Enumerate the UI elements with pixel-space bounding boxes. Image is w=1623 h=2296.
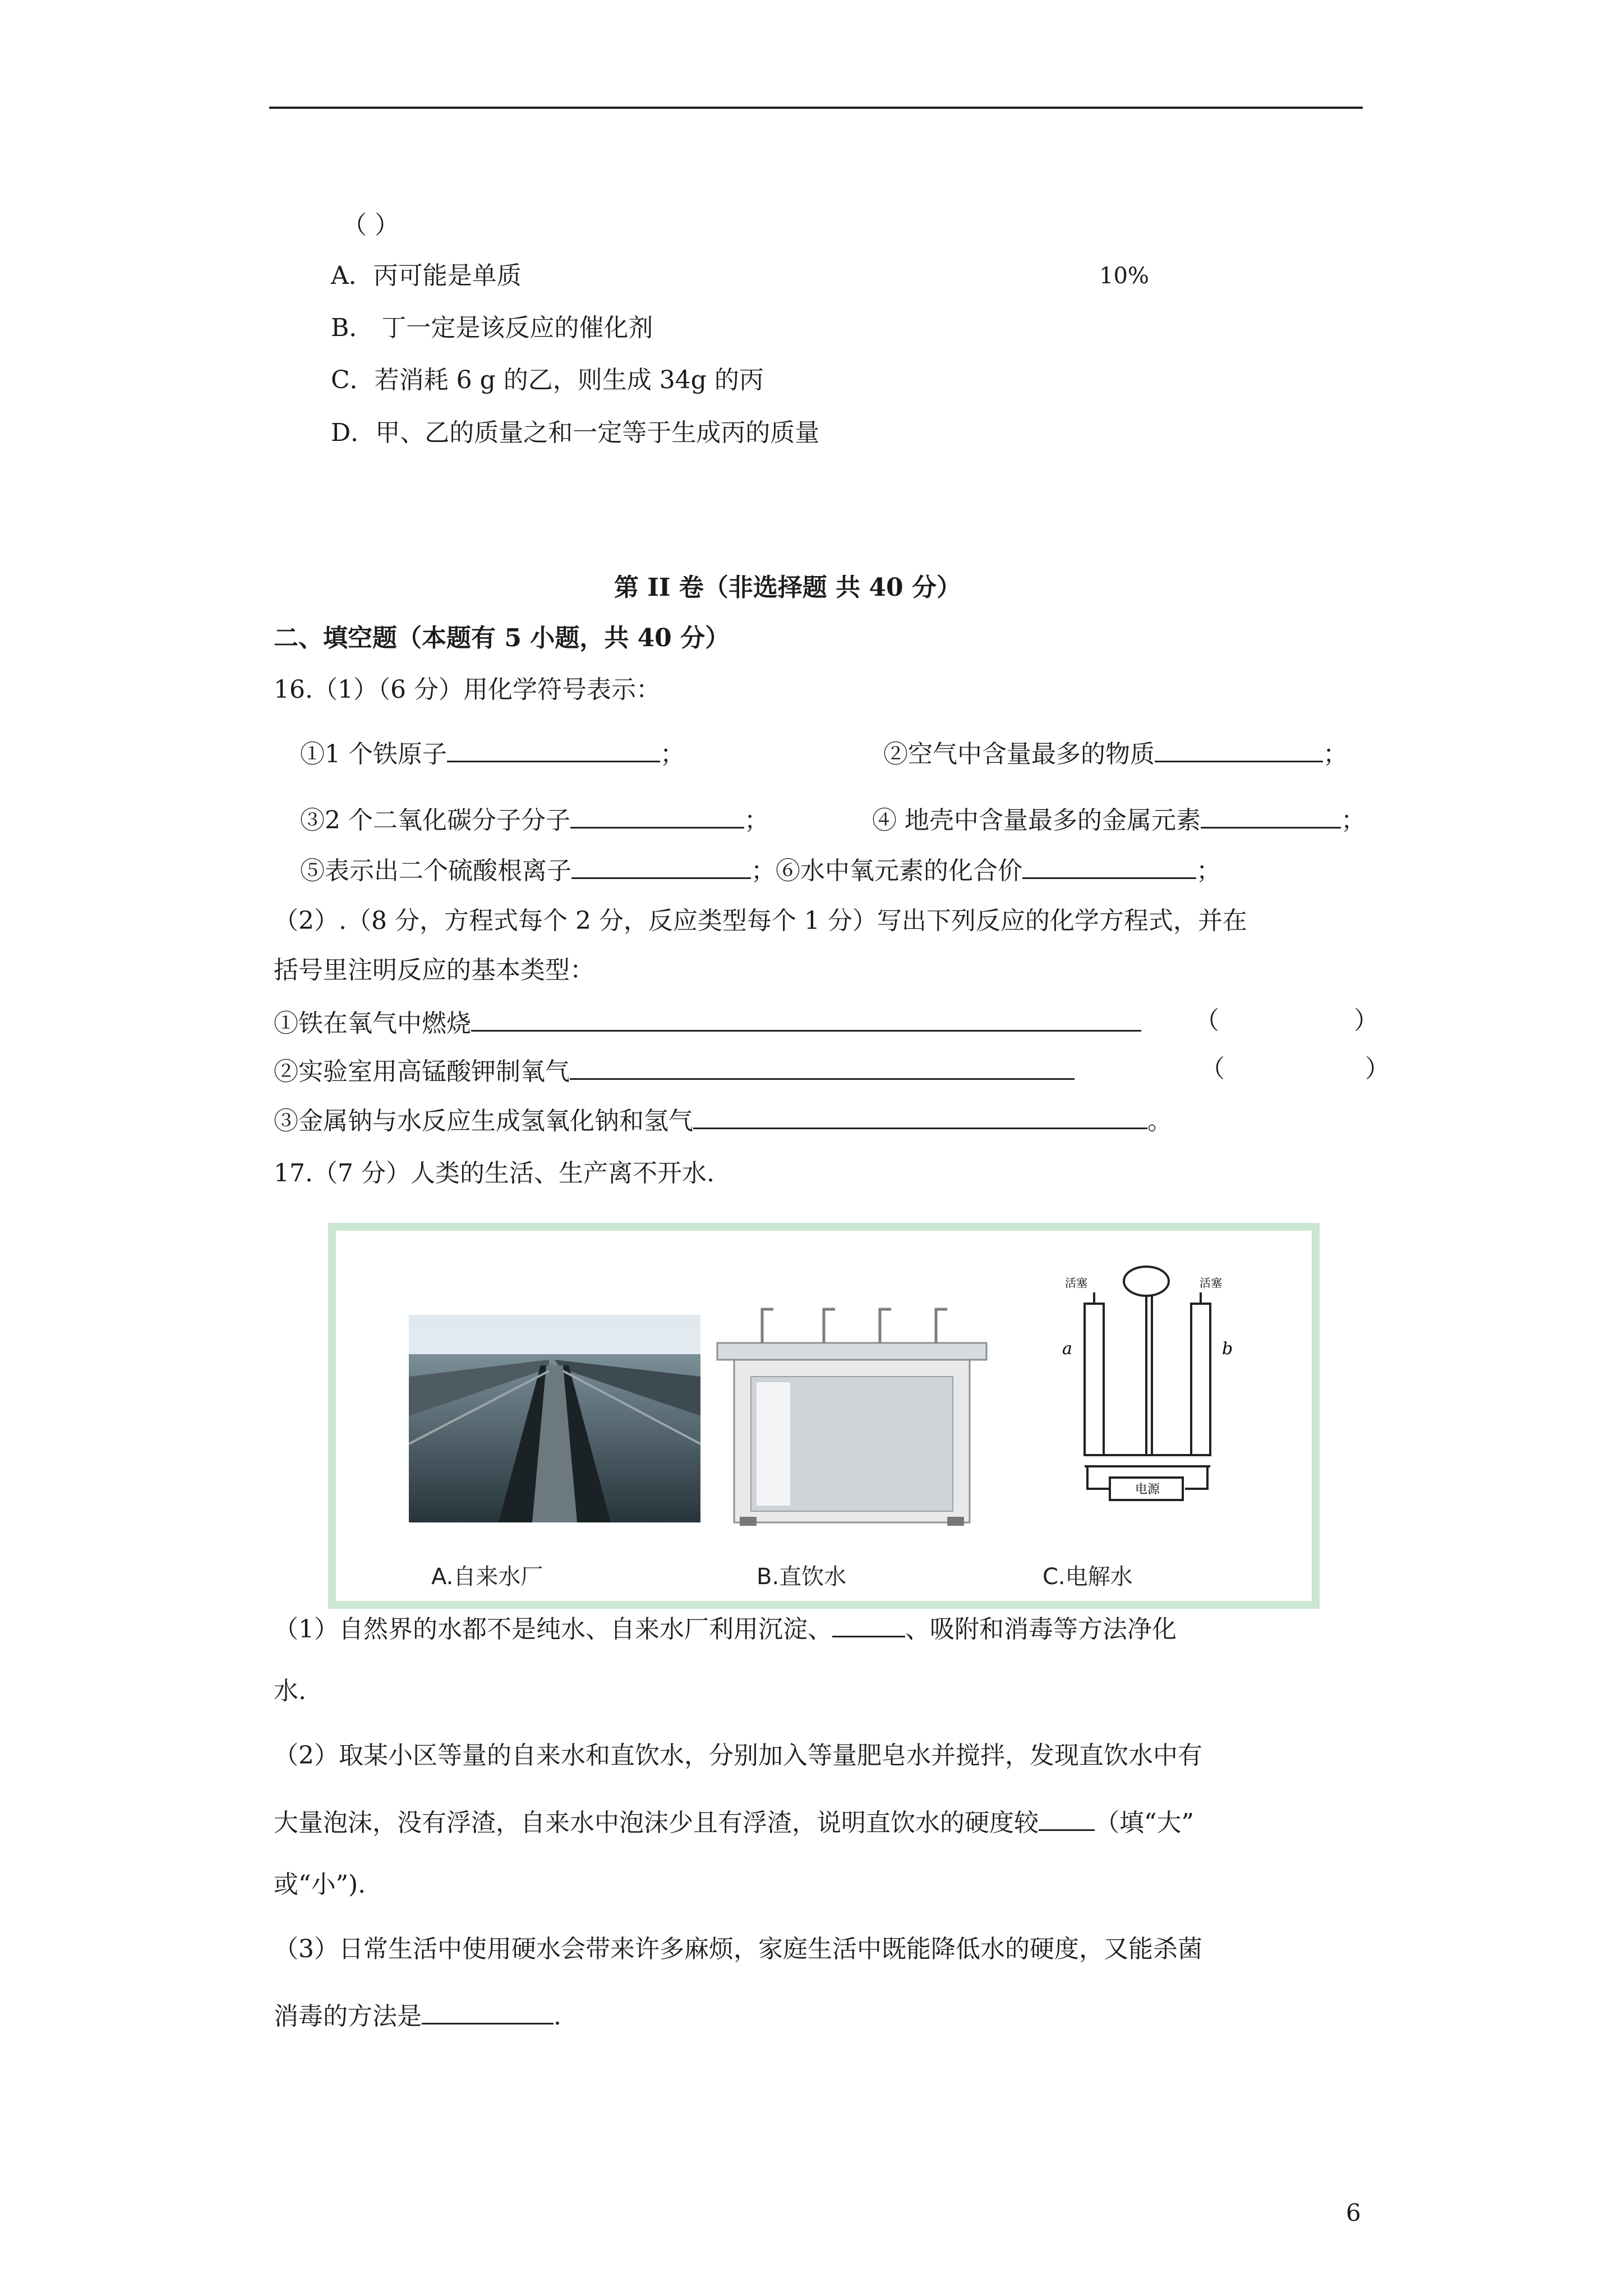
- option-d: D．甲、乙的质量之和一定等于生成丙的质量: [331, 418, 820, 447]
- right-paren: ）: [1365, 1055, 1390, 1083]
- q17-sub2-text: 大量泡沫，没有浮渣，自来水中泡沫少且有浮渣，说明直饮水的硬度较: [274, 1809, 1039, 1837]
- reaction-1: [274, 1004, 1141, 1041]
- electrolysis-apparatus-diagram: [1009, 1253, 1278, 1534]
- caption-c: C.电解水: [1043, 1564, 1133, 1590]
- q16-item-2-label: ②空气中含量最多的物质: [883, 740, 1155, 769]
- q16-item-2: [883, 735, 1348, 771]
- period: 。: [1147, 1107, 1172, 1135]
- q16-item-4-label: ④ 地壳中含量最多的金属元素: [872, 806, 1201, 835]
- section-title: 第 II 卷（非选择题 共 40 分）: [614, 573, 961, 602]
- q16-part2-intro: （2）.（8 分，方程式每个 2 分，反应类型每个 1 分）写出下列反应的化学方程式，并在: [274, 907, 1247, 935]
- tube-a-label: a: [1062, 1339, 1072, 1359]
- water-figure: [328, 1223, 1320, 1609]
- q17-sub1: [274, 1610, 1177, 1646]
- answer-blank[interactable]: [1155, 735, 1323, 762]
- q17-sub3-text: 消毒的方法是: [274, 2002, 422, 2031]
- q16-part2-instruction: 括号里注明反应的基本类型：: [274, 956, 594, 984]
- q16-item-6-label: ；⑥水中氧元素的化合价: [751, 857, 1022, 885]
- semicolon: ；: [1323, 740, 1348, 769]
- semicolon: ；: [1196, 857, 1221, 885]
- q16-intro: 16.（1）（6 分）用化学符号表示：: [274, 675, 661, 704]
- q16-item-5: [300, 852, 1221, 888]
- option-a: A．丙可能是单质: [331, 261, 522, 290]
- drinking-fountain-illustration: [712, 1281, 992, 1528]
- reaction-1-type[interactable]: [1195, 1004, 1378, 1038]
- answer-paren: （ ）: [342, 211, 399, 240]
- q16-item-5-label: ⑤表示出二个硫酸根离子: [300, 857, 571, 885]
- answer-blank[interactable]: [1201, 801, 1341, 829]
- semicolon: ；: [1341, 806, 1366, 835]
- answer-blank[interactable]: [422, 1997, 554, 2024]
- semicolon: ；: [660, 740, 685, 769]
- stopper-label-right: 活塞: [1200, 1276, 1222, 1290]
- option-c: C．若消耗 6 g 的乙，则生成 34g 的丙: [331, 366, 764, 394]
- q16-item-3-label: ③2 个二氧化碳分子分子: [300, 806, 570, 835]
- q16-item-1-label: ①1 个铁原子: [300, 740, 447, 769]
- answer-blank[interactable]: [571, 852, 751, 879]
- left-paren: （: [1195, 1006, 1219, 1035]
- caption-b: B.直饮水: [757, 1564, 847, 1590]
- q16-item-4: [872, 801, 1366, 838]
- caption-a: A.自来水厂: [431, 1564, 543, 1590]
- q17-sub2-line3: 或“小”).: [274, 1870, 366, 1899]
- answer-blank[interactable]: [1022, 852, 1196, 879]
- section-heading: 二、填空题（本题有 5 小题，共 40 分）: [274, 624, 730, 652]
- q17-sub1-text-a: （1）自然界的水都不是纯水、自来水厂利用沉淀、: [274, 1615, 832, 1644]
- page-number: 6: [1346, 2199, 1361, 2226]
- reaction-2-label: ②实验室用高锰酸钾制氧气: [274, 1057, 570, 1086]
- q17-sub2-hint: （填“大”: [1095, 1809, 1194, 1837]
- water-plant-photo: [409, 1315, 700, 1522]
- q17-sub2-line1: （2）取某小区等量的自来水和直饮水，分别加入等量肥皂水并搅拌，发现直饮水中有: [274, 1741, 1202, 1770]
- q17-intro: 17.（7 分）人类的生活、生产离不开水.: [274, 1159, 714, 1188]
- period: .: [554, 2002, 561, 2031]
- equation-blank[interactable]: [693, 1102, 1147, 1129]
- q17-sub1-text-b: 、吸附和消毒等方法净化: [905, 1615, 1177, 1644]
- left-paren: （: [1200, 1055, 1225, 1083]
- reaction-2-type[interactable]: [1200, 1052, 1390, 1086]
- answer-blank[interactable]: [447, 735, 660, 762]
- header-rule: [269, 107, 1363, 109]
- q17-sub1-cont: 水.: [274, 1677, 306, 1705]
- semicolon: ；: [744, 806, 769, 835]
- reaction-1-label: ①铁在氧气中燃烧: [274, 1009, 471, 1038]
- answer-blank[interactable]: [570, 801, 744, 829]
- reaction-3: [274, 1102, 1172, 1138]
- stopper-label-left: 活塞: [1065, 1276, 1087, 1290]
- reaction-2: [274, 1052, 1075, 1089]
- right-paren: ）: [1354, 1006, 1378, 1035]
- q16-item-3: [300, 801, 769, 838]
- answer-blank[interactable]: [1039, 1803, 1095, 1831]
- tube-b-label: b: [1222, 1339, 1233, 1359]
- reaction-3-label: ③金属钠与水反应生成氢氧化钠和氢气: [274, 1107, 693, 1135]
- equation-blank[interactable]: [570, 1052, 1075, 1080]
- answer-blank[interactable]: [832, 1610, 905, 1637]
- q16-item-1: [300, 735, 685, 771]
- equation-blank[interactable]: [471, 1004, 1141, 1032]
- option-b: B． 丁一定是该反应的催化剂: [331, 314, 653, 342]
- q17-sub2-line2: [274, 1803, 1194, 1840]
- percent-label: 10%: [1099, 263, 1149, 289]
- q17-sub3-line1: （3）日常生活中使用硬水会带来许多麻烦，家庭生活中既能降低水的硬度，又能杀菌: [274, 1935, 1202, 1963]
- power-supply-label: 电源: [1135, 1483, 1160, 1497]
- q17-sub3-line2: [274, 1997, 561, 2033]
